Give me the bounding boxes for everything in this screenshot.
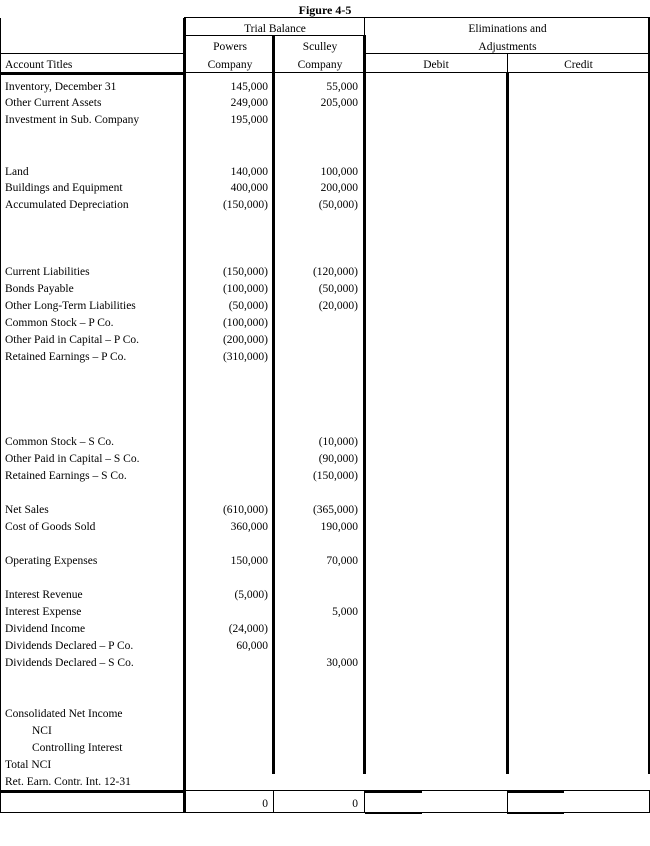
account-title: Land (5, 166, 29, 178)
account-title: Buildings and Equipment (5, 182, 123, 194)
account-title: Consolidated Net Income (5, 708, 123, 720)
account-title: Dividend Income (5, 623, 86, 635)
powers-amount: (50,000) (228, 300, 268, 312)
powers-amount: (150,000) (222, 266, 268, 278)
account-title: Controlling Interest (32, 742, 123, 754)
sculley-amount: (50,000) (318, 199, 358, 211)
credit-underline-bottom (507, 813, 564, 814)
body-bottom-thick (0, 790, 185, 793)
sculley-amount: 100,000 (320, 166, 358, 178)
account-title: Investment in Sub. Company (5, 114, 140, 126)
powers-amount: (100,000) (222, 283, 268, 295)
powers-amount: (5,000) (234, 589, 268, 601)
account-title: Operating Expenses (5, 555, 98, 567)
top-rule (184, 17, 650, 18)
trial-balance-rule (184, 35, 366, 36)
powers-amount: (200,000) (222, 334, 268, 346)
sculley-header-line1: Sculley (302, 41, 338, 53)
debit-header: Debit (423, 59, 449, 71)
sculley-amount: (50,000) (318, 283, 358, 295)
sculley-amount: 5,000 (332, 606, 358, 618)
account-title: Ret. Earn. Contr. Int. 12-31 (5, 776, 131, 788)
account-title: Accumulated Depreciation (5, 199, 129, 211)
account-title: Dividends Declared – S Co. (5, 657, 134, 669)
powers-header-line1: Powers (213, 41, 247, 53)
sculley-col-divider (363, 36, 366, 774)
powers-amount: 360,000 (230, 521, 268, 533)
account-titles-header: Account Titles (5, 59, 73, 71)
account-title: Current Liabilities (5, 266, 90, 278)
powers-amount: (100,000) (222, 317, 268, 329)
left-border (0, 18, 1, 813)
powers-amount: 249,000 (230, 97, 268, 109)
debit-underline-top (365, 791, 422, 793)
credit-underline-top (507, 791, 564, 793)
debit-underline-bottom (365, 813, 422, 814)
debit-col-divider-top (507, 54, 508, 74)
trial-balance-header: Trial Balance (244, 23, 306, 35)
powers-total: 0 (262, 798, 268, 810)
account-title: Common Stock – S Co. (5, 436, 114, 448)
powers-amount: (24,000) (228, 623, 268, 635)
powers-amount: 140,000 (230, 166, 268, 178)
sculley-amount: (365,000) (312, 504, 358, 516)
powers-amount: 400,000 (230, 182, 268, 194)
sculley-header-line2: Company (297, 59, 343, 71)
powers-amount: 150,000 (230, 555, 268, 567)
account-title: Net Sales (5, 504, 49, 516)
powers-amount: (150,000) (222, 199, 268, 211)
account-title: Total NCI (5, 759, 52, 771)
sculley-amount: (120,000) (312, 266, 358, 278)
sculley-amount: (20,000) (318, 300, 358, 312)
sculley-amount: 70,000 (326, 555, 358, 567)
powers-amount: 145,000 (230, 81, 268, 93)
debit-col-divider-low (507, 790, 508, 813)
sculley-amount: 190,000 (320, 521, 358, 533)
account-title: Other Current Assets (5, 97, 102, 109)
powers-amount: 195,000 (230, 114, 268, 126)
sculley-amount: 30,000 (326, 657, 358, 669)
account-title: Interest Expense (5, 606, 82, 618)
account-title: Retained Earnings – P Co. (5, 351, 127, 363)
eliminations-header-line1: Eliminations and (468, 23, 547, 35)
sculley-col-divider-low (364, 790, 365, 813)
account-title: Common Stock – P Co. (5, 317, 114, 329)
figure-title: Figure 4-5 (298, 3, 352, 17)
sculley-amount: 200,000 (320, 182, 358, 194)
powers-header-line2: Company (207, 59, 253, 71)
powers-col-divider-low (273, 790, 274, 813)
account-title: NCI (32, 725, 52, 737)
account-title: Cost of Goods Sold (5, 521, 96, 533)
header-bottom-thick (0, 73, 185, 75)
header-top-rule (0, 53, 185, 54)
account-title: Interest Revenue (5, 589, 83, 601)
sculley-amount: (10,000) (318, 436, 358, 448)
account-title: Inventory, December 31 (5, 81, 117, 93)
debit-col-divider (506, 73, 509, 774)
account-title: Bonds Payable (5, 283, 74, 295)
powers-amount: 60,000 (236, 640, 268, 652)
account-title: Other Long-Term Liabilities (5, 300, 136, 312)
sculley-amount: (150,000) (312, 470, 358, 482)
eliminations-header-line2: Adjustments (478, 41, 537, 53)
account-title: Retained Earnings – S Co. (5, 470, 127, 482)
sculley-amount: 205,000 (320, 97, 358, 109)
powers-amount: (610,000) (222, 504, 268, 516)
account-title: Other Paid in Capital – S Co. (5, 453, 140, 465)
account-title: Other Paid in Capital – P Co. (5, 334, 140, 346)
sculley-amount: (90,000) (318, 453, 358, 465)
sculley-amount: 55,000 (326, 81, 358, 93)
account-title: Dividends Declared – P Co. (5, 640, 134, 652)
sculley-total: 0 (352, 798, 358, 810)
credit-header: Credit (564, 59, 593, 71)
account-col-divider (183, 18, 186, 813)
powers-amount: (310,000) (222, 351, 268, 363)
sculley-col-divider-top (364, 17, 365, 37)
